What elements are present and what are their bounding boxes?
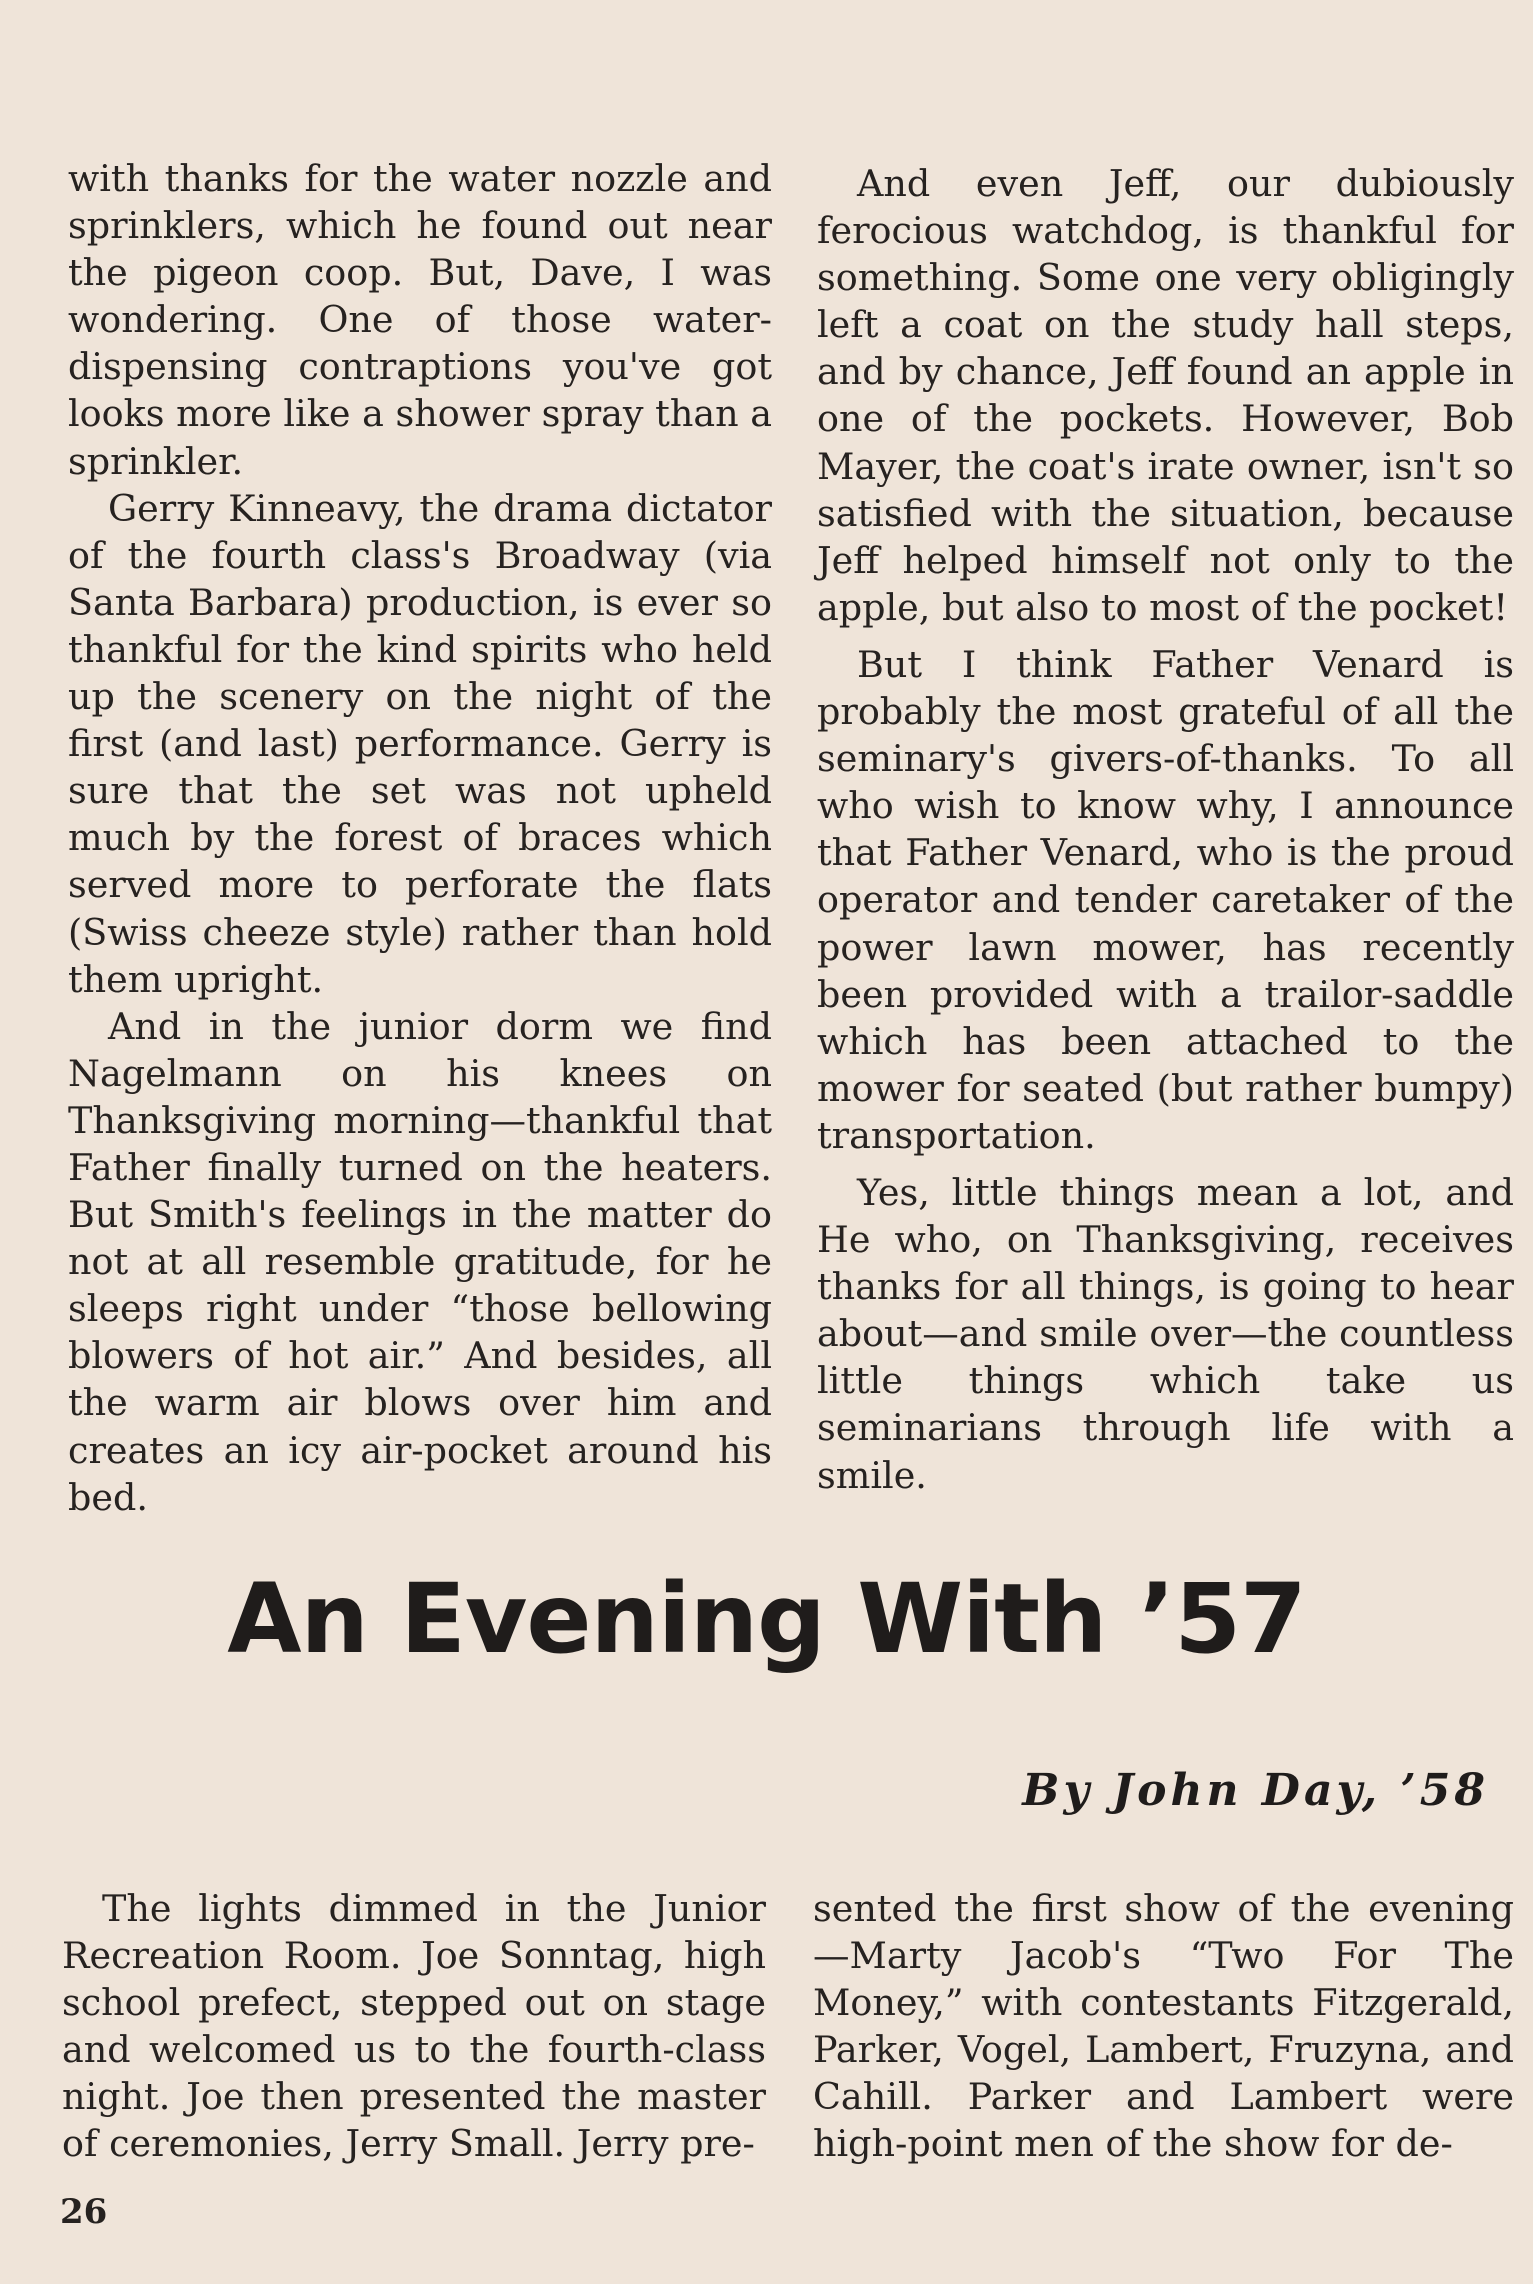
paragraph: sented the first show of the evening —Marty Jacob's “Two For The Money,” with contestants Fitzgerald, Parker, Vogel, Lambert, Fruzyna, and Cahill. Parker and Lambert were high-point men of the show for de- — [813, 1887, 1514, 2166]
paragraph: with thanks for the water nozzle and sprinklers, which he found out near the pigeon coop. But, Dave, I was wondering. One of those water-dispensing contraptions you've got looks more like a shower spray than a sprinkler. — [68, 157, 772, 483]
top-left-column — [68, 155, 772, 1521]
paragraph: The lights dimmed in the Junior Recreation Room. Joe Sonntag, high school prefect, stepped out on stage and welcomed us to the fourth-class night. Joe then presented the master of ceremonies, Jerry Small. Jerry pre- — [62, 1887, 766, 2166]
article-title: An Evening With ’57 — [227, 1563, 1306, 1675]
bottom-left-column — [62, 1885, 766, 2168]
top-right-column — [817, 160, 1514, 1499]
paragraph: Gerry Kinneavy, the drama dictator of the fourth class's Broadway (via Santa Barbara) production, is ever so thankful for the kind spirits who held up the scenery on the night of the first (and last) performance. Gerry is sure that the set was not upheld much by the forest of braces which served more to perforate the flats (Swiss cheeze style) rather than hold them upright. — [68, 486, 772, 1001]
bottom-right-column — [813, 1885, 1514, 2168]
page-number: 26 — [60, 2192, 108, 2232]
paragraph: And even Jeff, our dubiously ferocious watchdog, is thankful for something. Some one very obligingly left a coat on the study hall steps, and by chance, Jeff found an apple in one of the pockets. However, Bob Mayer, the coat's irate owner, isn't so satisfied with the situation, because Jeff helped himself not only to the apple, but also to most of the pocket! — [817, 162, 1514, 629]
paragraph: And in the junior dorm we find Nagelmann on his knees on Thanksgiving morning—thankful that Father finally turned on the heaters. But Smith's feelings in the matter do not at all resemble gratitude, for he sleeps right under “those bellowing blowers of hot air.” And besides, all the warm air blows over him and creates an icy air-pocket around his bed. — [68, 1004, 772, 1519]
byline: By John Day, ’58 — [1022, 1765, 1489, 1816]
paragraph: But I think Father Venard is probably the most grateful of all the seminary's givers-of-thanks. To all who wish to know why, I announce that Father Venard, who is the proud operator and tender caretaker of the power lawn mower, has recently been provided with a trailor-saddle which has been attached to the mower for seated (but rather bumpy) transportation. — [817, 642, 1514, 1157]
paragraph: Yes, little things mean a lot, and He who, on Thanksgiving, receives thanks for all things, is going to hear about—and smile over—the countless little things which take us seminarians through life with a smile. — [817, 1170, 1514, 1497]
